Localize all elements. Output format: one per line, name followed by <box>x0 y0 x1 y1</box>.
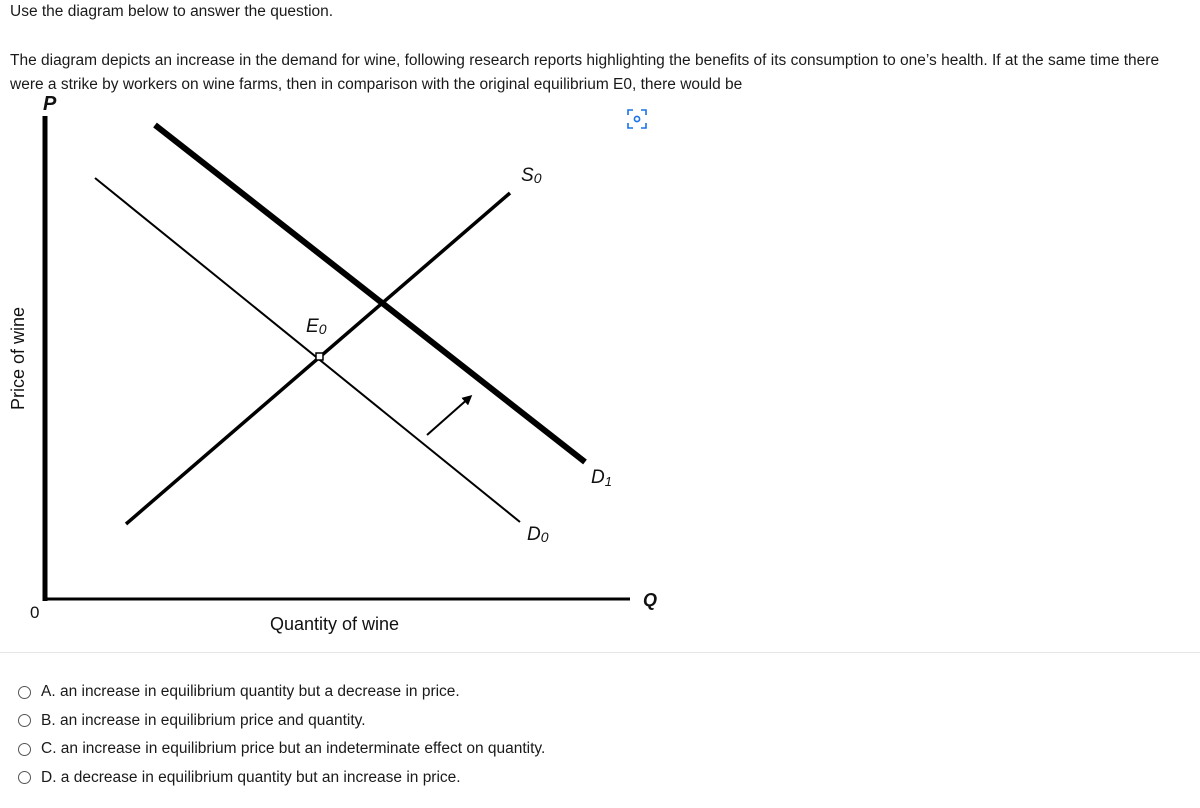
origin-label: 0 <box>30 603 40 622</box>
demand-label-d1: D1 <box>591 467 612 489</box>
radio-b[interactable] <box>18 714 31 727</box>
option-a-text: A. an increase in equilibrium quantity but a decrease in price. <box>41 683 460 701</box>
radio-c[interactable] <box>18 743 31 756</box>
y-axis-symbol: P <box>43 93 57 115</box>
option-d-text: D. a decrease in equilibrium quantity but an increase in price. <box>41 768 461 786</box>
equilibrium-label-e0: E0 <box>306 316 327 337</box>
question-text: The diagram depicts an increase in the demand for wine, following research reports highlighting the benefits of its consumption to one’s health. If at the same time there were a strike by workers on wine farms, then in comparison with the original equilibrium E0, there would be <box>10 52 1160 93</box>
demand-label-d0: D0 <box>527 524 549 545</box>
answer-options <box>18 678 545 792</box>
radio-d[interactable] <box>18 771 31 784</box>
equilibrium-point-e0 <box>316 353 323 360</box>
x-axis-label: Quantity of wine <box>270 614 400 634</box>
demand-curve-d0 <box>95 178 520 522</box>
option-b-text: B. an increase in equilibrium price and quantity. <box>41 711 366 729</box>
option-a[interactable] <box>18 678 545 707</box>
section-divider <box>0 652 1200 653</box>
option-c-text: C. an increase in equilibrium price but an indeterminate effect on quantity. <box>41 740 546 758</box>
option-c[interactable] <box>18 735 545 764</box>
y-axis-label: Price of wine <box>8 306 28 410</box>
instruction-text: Use the diagram below to answer the question. <box>10 3 334 20</box>
radio-a[interactable] <box>18 686 31 699</box>
option-b[interactable] <box>18 707 545 736</box>
supply-label-s0: S0 <box>521 165 542 186</box>
demand-shift-arrow <box>427 397 470 435</box>
zoom-icon[interactable] <box>628 110 646 128</box>
option-d[interactable] <box>18 764 545 793</box>
x-axis-symbol: Q <box>643 590 658 610</box>
